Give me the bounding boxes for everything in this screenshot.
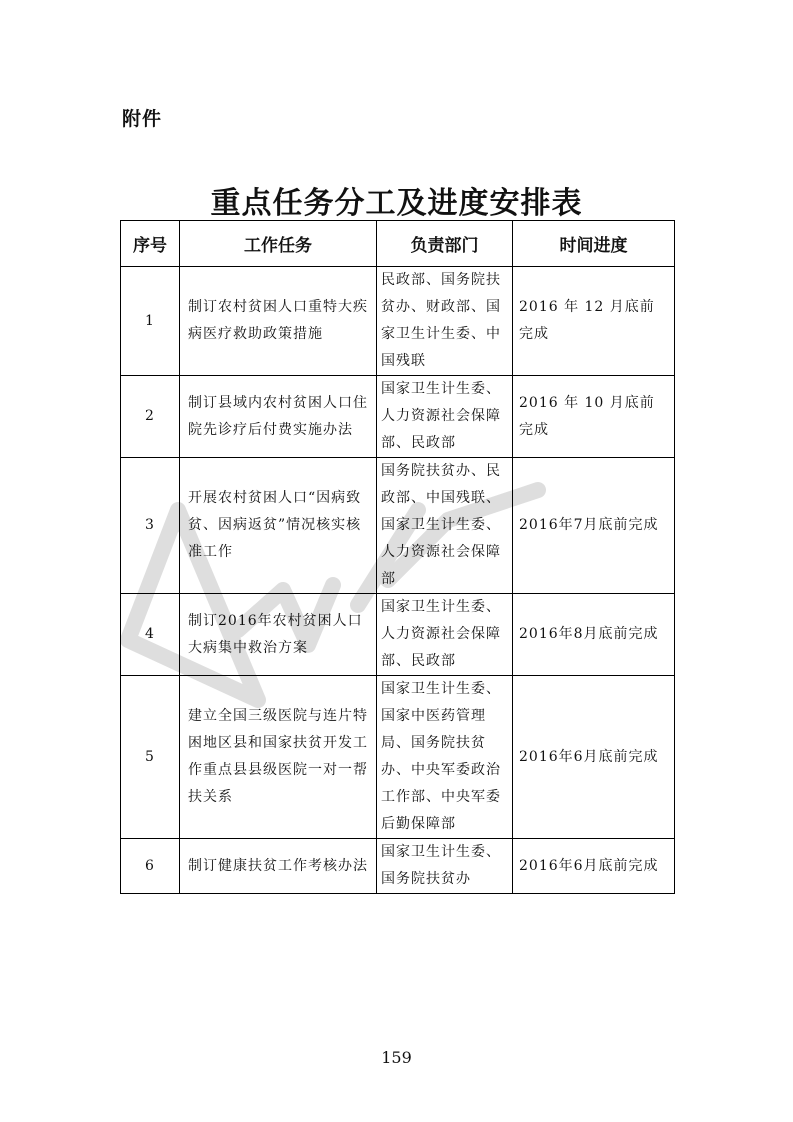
cell-dept: 国家卫生计生委、人力资源社会保障部、民政部: [377, 376, 513, 458]
cell-task: 开展农村贫困人口“因病致贫、因病返贫”情况核实核准工作: [180, 458, 377, 594]
cell-time: 2016年8月底前完成: [513, 594, 675, 676]
cell-seq: 2: [121, 376, 180, 458]
header-dept: 负责部门: [377, 221, 513, 267]
document-title: 重点任务分工及进度安排表: [210, 186, 583, 221]
cell-dept: 国务院扶贫办、民政部、中国残联、国家卫生计生委、人力资源社会保障部: [377, 458, 513, 594]
cell-time: 2016 年 12 月底前完成: [513, 267, 675, 376]
cell-seq: 1: [121, 267, 180, 376]
cell-seq: 5: [121, 676, 180, 839]
cell-dept: 民政部、国务院扶贫办、财政部、国家卫生计生委、中国残联: [377, 267, 513, 376]
table-row: [121, 267, 675, 376]
cell-time: 2016 年 10 月底前完成: [513, 376, 675, 458]
attachment-label: 附件: [122, 108, 163, 130]
cell-dept: 国家卫生计生委、国务院扶贫办: [377, 839, 513, 894]
cell-task: 建立全国三级医院与连片特困地区县和国家扶贫开发工作重点县县级医院一对一帮扶关系: [180, 676, 377, 839]
page-number: 159: [381, 1048, 412, 1067]
header-task: 工作任务: [180, 221, 377, 267]
cell-task: 制订农村贫困人口重特大疾病医疗救助政策措施: [180, 267, 377, 376]
cell-task: 制订县域内农村贫困人口住院先诊疗后付费实施办法: [180, 376, 377, 458]
table-row: [121, 594, 675, 676]
table-header-row: [121, 221, 675, 267]
cell-time: 2016年7月底前完成: [513, 458, 675, 594]
table-row: [121, 458, 675, 594]
table-row: [121, 676, 675, 839]
cell-seq: 6: [121, 839, 180, 894]
cell-time: 2016年6月底前完成: [513, 839, 675, 894]
cell-dept: 国家卫生计生委、人力资源社会保障部、民政部: [377, 594, 513, 676]
table-row: [121, 376, 675, 458]
cell-seq: 3: [121, 458, 180, 594]
cell-task: 制订健康扶贫工作考核办法: [180, 839, 377, 894]
cell-time: 2016年6月底前完成: [513, 676, 675, 839]
header-seq: 序号: [121, 221, 180, 267]
cell-dept: 国家卫生计生委、国家中医药管理局、国务院扶贫办、中央军委政治工作部、中央军委后勤保障部: [377, 676, 513, 839]
task-table: [120, 220, 675, 894]
cell-seq: 4: [121, 594, 180, 676]
cell-task: 制订2016年农村贫困人口大病集中救治方案: [180, 594, 377, 676]
header-time: 时间进度: [513, 221, 675, 267]
table-row: [121, 839, 675, 894]
